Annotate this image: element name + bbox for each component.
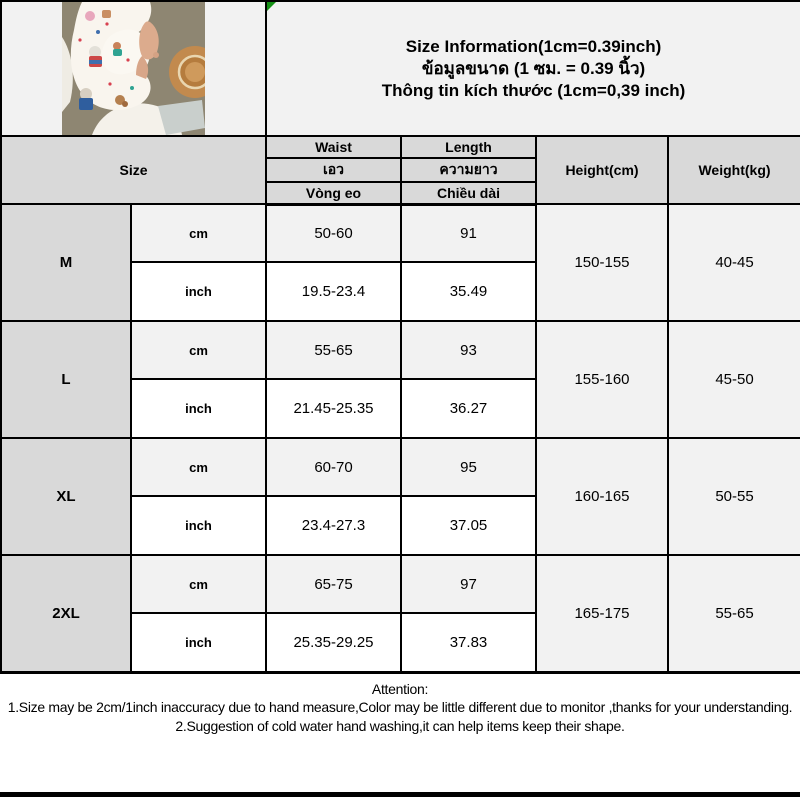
- weight-value: 50-55: [668, 438, 800, 555]
- unit-label-cm: cm: [131, 555, 266, 613]
- height-value: 155-160: [536, 321, 668, 438]
- title-row: [1, 1, 800, 136]
- weight-value: 55-65: [668, 555, 800, 672]
- green-corner-marker-icon: [267, 2, 276, 11]
- header-height: Height(cm): [536, 136, 668, 204]
- attention-note-1: 1.Size may be 2cm/1inch inaccuracy due to hand measure,Color may be little different due to monitor ,thanks for your understanding.: [7, 699, 793, 715]
- length-inch-value: 35.49: [401, 262, 536, 321]
- row-xl-cm: [1, 438, 800, 496]
- size-label: L: [1, 321, 131, 438]
- header-length-th: ความยาว: [401, 158, 536, 182]
- unit-label-inch: inch: [131, 262, 266, 321]
- header-size: Size: [1, 136, 266, 204]
- row-m-cm: [1, 204, 800, 262]
- title-vietnamese: Thông tin kích thước (1cm=0,39 inch): [381, 80, 686, 100]
- row-l-cm: [1, 321, 800, 379]
- unit-label-inch: inch: [131, 379, 266, 438]
- header-waist-en: Waist: [266, 136, 401, 158]
- weight-value: 45-50: [668, 321, 800, 438]
- height-value: 165-175: [536, 555, 668, 672]
- weight-value: 40-45: [668, 204, 800, 321]
- waist-cm-value: 50-60: [266, 204, 401, 262]
- waist-inch-value: 23.4-27.3: [266, 496, 401, 555]
- size-label: 2XL: [1, 555, 131, 672]
- waist-inch-value: 19.5-23.4: [266, 262, 401, 321]
- title-cell: [266, 1, 800, 136]
- waist-cm-value: 60-70: [266, 438, 401, 496]
- header-waist-vi: Vòng eo: [266, 182, 401, 204]
- attention-note-2: 2.Suggestion of cold water hand washing,it can help items keep their shape.: [175, 717, 625, 734]
- unit-label-cm: cm: [131, 438, 266, 496]
- length-cm-value: 93: [401, 321, 536, 379]
- unit-label-cm: cm: [131, 321, 266, 379]
- length-inch-value: 37.05: [401, 496, 536, 555]
- photo-cell: [1, 1, 266, 136]
- unit-label-inch: inch: [131, 613, 266, 672]
- length-inch-value: 36.27: [401, 379, 536, 438]
- waist-cm-value: 65-75: [266, 555, 401, 613]
- size-label: M: [1, 204, 131, 321]
- size-label: XL: [1, 438, 131, 555]
- length-cm-value: 91: [401, 204, 536, 262]
- length-cm-value: 95: [401, 438, 536, 496]
- row-2xl-cm: [1, 555, 800, 613]
- unit-label-cm: cm: [131, 204, 266, 262]
- height-value: 150-155: [536, 204, 668, 321]
- header-length-vi: Chiều dài: [401, 182, 536, 204]
- waist-cm-value: 55-65: [266, 321, 401, 379]
- bottom-border-bar: [0, 792, 800, 797]
- header-weight: Weight(kg): [668, 136, 800, 204]
- length-cm-value: 97: [401, 555, 536, 613]
- unit-label-inch: inch: [131, 496, 266, 555]
- length-inch-value: 37.83: [401, 613, 536, 672]
- attention-heading: Attention:: [371, 680, 429, 697]
- header-row-en: [1, 136, 800, 158]
- header-length-en: Length: [401, 136, 536, 158]
- height-value: 160-165: [536, 438, 668, 555]
- attention-section: [7, 680, 793, 736]
- header-waist-th: เอว: [266, 158, 401, 182]
- title-english: Size Information(1cm=0.39inch): [405, 36, 662, 56]
- waist-inch-value: 25.35-29.25: [266, 613, 401, 672]
- product-photo: [62, 2, 205, 135]
- title-thai: ข้อมูลขนาด (1 ซม. = 0.39 นิ้ว): [421, 58, 646, 78]
- waist-inch-value: 21.45-25.35: [266, 379, 401, 438]
